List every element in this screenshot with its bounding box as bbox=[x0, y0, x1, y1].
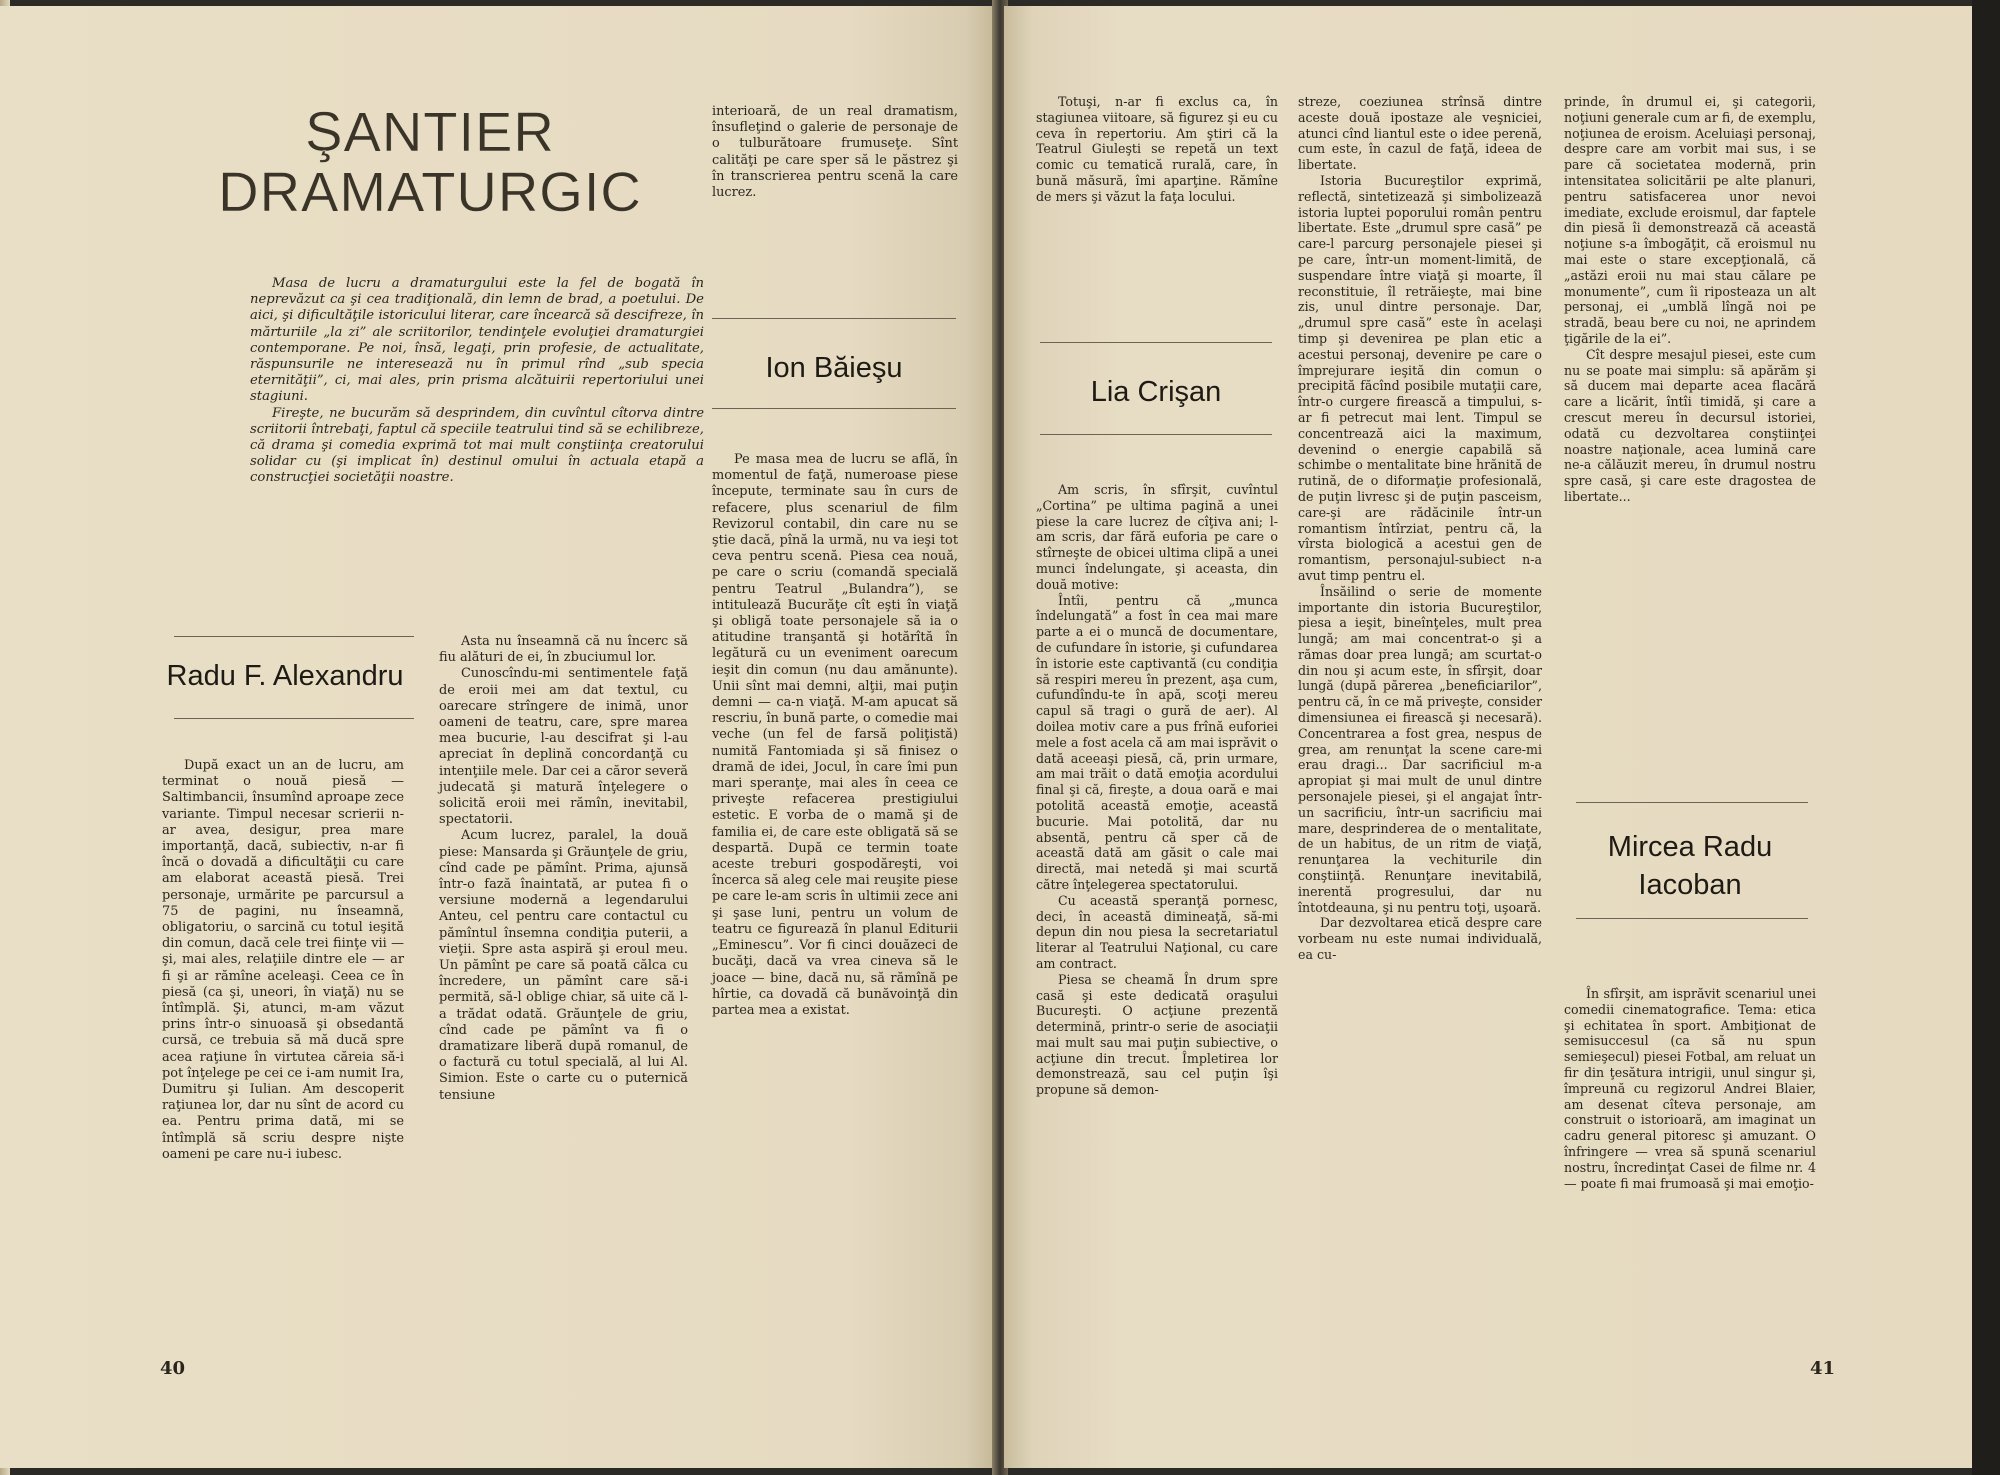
article-column bbox=[1036, 94, 1278, 205]
author-name: Ion Băieşu bbox=[765, 352, 903, 384]
intro-paragraph: Masa de lucru a dramaturgului este la fel de bogată în neprevăzut ca şi cea tradiţională, din lemn de brad, a poetului. De aici, şi dificultăţile istoricului literar, care încearcă să descifreze, în mărturiile „la zi” ale scriitorilor, tendinţele evoluţiei dramaturgiei contemporane. Pe noi, însă, legaţi, prin profesie, de actualitate, răspunsurile ne interesează nu în primul rînd „sub specia eternităţii”, ci, mai ales, prin prisma alcătuirii repertoriului unei stagiuni. bbox=[250, 276, 704, 405]
paragraph: Piesa se cheamă În drum spre casă şi este dedicată oraşului Bucureşti. O acţiune prezentă determină, printr-o serie de asociaţii mai mult sau mai puţin subiective, o acţiune din trecut. Împletirea lor demonstrează, sau cel puţin îşi propune să demon- bbox=[1036, 971, 1278, 1098]
author-name-line2: Iacoban bbox=[1638, 869, 1742, 901]
paragraph: Cunoscîndu-mi sentimentele faţă de eroii mei am dat textul, cu oarecare strîngere de inimă, unor oameni de teatru, care, spre marea mea bucurie, l-au descifrat şi l-au apreciat în deplină concordanţă cu intenţiile mele. Dar cei a căror severă judecată şi matură înţelegere o solicită eroii mei rămîn, inevitabil, spectatorii. bbox=[439, 666, 688, 828]
article-column bbox=[712, 104, 958, 201]
author-rule bbox=[174, 718, 414, 719]
author-name: Radu F. Alexandru bbox=[166, 660, 404, 692]
page-number: 40 bbox=[160, 1358, 186, 1379]
author-name bbox=[1564, 828, 1816, 904]
paragraph: Pe masa mea de lucru se află, în momentul de faţă, numeroase piese începute, terminate sau în curs de refacere, plus scenariul de film Revizorul contabil, din care nu se ştie dacă, pînă la urmă, nu va ieşi tot ceva pentru scenă. Piesa cea nouă, pe care o scriu (comandă specială pentru Teatrul „Bulandra”), se intitulează Bucurăţe cît eşti în viaţă şi obligă toate personajele să ia o atitudine tranşantă şi hotărîtă în legătură cu un eveniment oarecum ieşit din comun (nu dau amănunte). Unii sînt mai demni, alţii, mai puţin demni — ca-n viaţă. M-am apucat să rescriu, în bună parte, o comedie mai veche (un fel de farsă poliţistă) numită Fantomiada şi să finisez o dramă de idei, Jocul, în care îmi pun mari speranţe, mai ales în ceea ce priveşte refacerea prestigiului estetic. E vorba de o mamă şi de familia ei, de care este obligată să se despartă. După ce termin toate aceste treburi gospodăreşti, voi încerca să aleg cele mai reuşite piese pe care le-am scris în ultimii zece ani şi şase luni, pentru un volum de teatru ce figurează în planul Editurii „Eminescu”. Vor fi cinci douăzeci de bucăţi, dacă va vrea cineva să le joace — bine, dacă nu, să rămînă pe hîrtie, ca dovadă că bunăvoinţă din partea mea a existat. bbox=[712, 452, 958, 1018]
article-column bbox=[1298, 94, 1542, 963]
article-column bbox=[1564, 986, 1816, 1191]
article-column bbox=[712, 452, 958, 1019]
paragraph: Însăilind o serie de momente importante din istoria Bucureştilor, piesa a ieşit, bineînţeles, mult prea lungă; am mai concentrat-o şi a rămas doar prea lungă; am scurtat-o din nou şi acum este, în sfîrşit, doar lungă (după părerea „beneficiarilor”, pentru că, în ce mă priveşte, consider dimensiunea ei firească şi necesară). Concentrarea a fost grea, nespus de grea, am renunţat la scene care-mi erau dragi... Dar sacrificiul m-a apropiat şi mai mult de unul dintre personajele piesei, şi el angajat într-un sacrificiu, într-un sacrificiu mai mare, desprinderea de o mentalitate, de un habitus, de un ritm de viaţă, renunţarea la vechiturile din conştiinţă. Renunţare inevitabilă, inerentă progresului, dar nu întotdeauna, şi nu pentru toţi, uşoară. bbox=[1298, 583, 1542, 915]
author-rule bbox=[1576, 802, 1808, 803]
author-name-line1: Mircea Radu bbox=[1607, 831, 1773, 863]
article-column bbox=[1564, 94, 1816, 505]
paragraph: Acum lucrez, paralel, la două piese: Mansarda şi Grăunţele de griu, cînd cade pe pămînt. Prima, ajunsă într-o fază înaintată, ar putea fi o versiune modernă a legendarului Anteu, cel pentru care contactul cu pămîntul însemna condiţia puterii, a vieţii. Spre asta aspiră şi eroul meu. Un pămînt pe care să poată călca cu încredere, un pămînt care să-i permită, să-l oblige chiar, să uite că l-a trădat odată. Grăunţele de griu, cînd cade pe pămînt va fi o dramatizare liberă după romanul, de o factură cu totul specială, al lui Al. Simion. Este o carte cu o puternică tensiune bbox=[439, 828, 688, 1103]
paragraph: Cît despre mesajul piesei, este cum nu se poate mai simplu: să apărăm şi să ducem mai departe acea flacără care a licărit, întîi timidă, şi care a crescut mereu în decursul istoriei, odată cu dezvoltarea conştiinţei noastre naţionale, acea lumină care ne-a călăuzit mereu, în drumul nostru spre casă, şi care este dragostea de libertate... bbox=[1564, 346, 1816, 504]
author-rule bbox=[174, 636, 414, 637]
author-rule bbox=[1576, 918, 1808, 919]
author-rule bbox=[1040, 434, 1272, 435]
author-rule bbox=[1040, 342, 1272, 343]
author-rule bbox=[712, 318, 956, 319]
article-title-line1: ŞANTIER bbox=[305, 100, 555, 163]
article-column bbox=[1036, 482, 1278, 1098]
paragraph: interioară, de un real dramatism, însufleţind o galerie de personaje de o tulburătoare frumuseţe. Sînt calităţi pe care sper să le păstrez şi în transcrierea pentru scenă la care lucrez. bbox=[712, 104, 958, 201]
book-edge-right bbox=[1972, 0, 2000, 1475]
article-column bbox=[439, 634, 688, 1104]
left-page bbox=[0, 6, 996, 1468]
paragraph: Dar dezvoltarea etică despre care vorbeam nu este numai individuală, ea cu- bbox=[1298, 915, 1542, 963]
paragraph: Întîi, pentru că „munca îndelungată” a fost în cea mai mare parte a ei o muncă de documentare, de cufundare în istorie, şi cufundarea în istorie este captivantă (cu condiţia să respiri mereu în prezent, aşa cum, cufundîndu-te în apă, scoţi mereu capul să tragi o gură de aer). Al doilea motiv care a pus frînă euforiei mele a fost acela că am mai isprăvit o dată aceeaşi piesă, că, prin urmare, am mai trăit o dată emoţia acordului final şi că, fireşte, a doua oară e mai potolită această emoţie, această bucurie. Mai potolită, dar nu absentă, pentru că sper că de această dată am găsit o cale mai directă, mai netedă şi mai scurtă către înţelegerea spectatorului. bbox=[1036, 592, 1278, 892]
intro-text bbox=[250, 276, 704, 487]
author-name: Lia Crişan bbox=[1090, 376, 1222, 408]
article-title bbox=[210, 102, 650, 222]
right-page bbox=[1004, 6, 1972, 1468]
paragraph: streze, coeziunea strînsă dintre aceste două ipostaze ale veşniciei, atunci cînd liantul este o idee perenă, cum este, în cazul de faţă, ideea de libertate. bbox=[1298, 94, 1542, 173]
article-column bbox=[162, 758, 404, 1163]
paragraph: Totuşi, n-ar fi exclus ca, în stagiunea viitoare, să figurez şi eu cu ceva în repertoriu. Am ştiri că la Teatrul Giuleşti se repetă un text comic cu tematică rurală, care, în bună măsură, îmi aparţine. Rămîne de mers şi văzut la faţa locului. bbox=[1036, 94, 1278, 204]
paragraph: prinde, în drumul ei, şi categorii, noţiuni generale cum ar fi, de exemplu, noţiunea de eroism. Aceluiaşi personaj, despre care am vorbit mai sus, i se pare că societatea modernă, prin intensitatea solicitării pe alte planuri, pentru satisfacerea unor nevoi imediate, exclude eroismul, dar faptele din piesă îi demonstrează că această noţiune s-a îmbogăţit, că eroismul nu mai este o stare excepţională, că „astăzi eroii nu mai stau călare pe monumente”, cum îi riposteaza un alt personaj, ei „umblă lîngă noi pe stradă, beau bere cu noi, ne aprindem ţigările de la ei”. bbox=[1564, 94, 1816, 346]
article-title-line2: DRAMATURGIC bbox=[218, 160, 642, 223]
page-number: 41 bbox=[1810, 1358, 1836, 1379]
paragraph: Am scris, în sfîrşit, cuvîntul „Cortina” pe ultima pagină a unei piese la care lucrez de cîţiva ani; l-am scris, dar fără euforia pe care o stîrneşte de obicei ultima clipă a unei munci îndelungate, şi aceasta, din două motive: bbox=[1036, 482, 1278, 592]
paragraph: După exact un an de lucru, am terminat o nouă piesă — Saltimbancii, însumînd aproape zece variante. Timpul necesar scrierii n-ar avea, desigur, prea mare importanţă, dacă, subiectiv, n-ar fi încă o dovadă a dificultăţii cu care am elaborat această piesă. Trei personaje, urmărite pe parcursul a 75 de pagini, nu înseamnă, obligatoriu, o sarcină cu totul ieşită din comun, dacă cele trei fiinţe vii — şi, mai ales, relaţiile dintre ele — ar fi şi ar rămîne aceleaşi. Ceea ce în piesă (ca şi, uneori, în viaţă) nu se întîmplă. Şi, atunci, m-am văzut prins într-o sinuoasă şi obsedantă cursă, ce trebuia să mă ducă spre acea raţiune în virtutea căreia să-i pot înţelege pe cei ce i-am numit Ira, Dumitru şi Iulian. Am descoperit raţiunea lor, dar nu sînt de acord cu ea. Pentru prima dată, mi se întîmplă să scriu despre nişte oameni pe care nu-i iubesc. bbox=[162, 758, 404, 1162]
paragraph: Asta nu înseamnă că nu încerc să fiu alături de ei, în zbuciumul lor. bbox=[439, 634, 688, 666]
paragraph: În sfîrşit, am isprăvit scenariul unei comedii cinematografice. Tema: etica şi echitatea în sport. Ambiţionat de semisuccesul (ca să nu spun semieşecul) piesei Fotbal, am reluat un fir din ţesătura intrigii, unul singur şi, împreună cu regizorul Andrei Blaier, am desenat cîteva personaje, am construit o istorioară, am imaginat un cadru general pitoresc şi amuzant. O înfringere — vrea să spună scenariul nostru, încredinţat Casei de filme nr. 4 — poate fi mai frumoasă şi mai emoţio- bbox=[1564, 986, 1816, 1191]
paragraph: Istoria Bucureştilor exprimă, reflectă, sintetizează şi simbolizează istoria luptei poporului român pentru libertate. Este „drumul spre casă” pe care-l parcurg personajele piesei şi pe care, într-un moment-limită, de suspendare între viaţă şi moarte, îl reconstituie, îl retrăieşte, mai bine zis, unul dintre personaje. Dar, „drumul spre casă” este în acelaşi timp şi devenirea pe plan etic a acestui personaj, devenire pe care o împrejurare ieşită din comun o precipită făcînd posibile mutaţii care, într-o curgere firească a timpului, s-ar fi petrecut mai lent. Timpul se concentrează aici la maximum, devenind o energie capabilă să schimbe o mentalitate bine hrănită de rutină, de o diformaţie profesională, de puţin livresc şi de puţin pasceism, care-şi are rădăcinile într-un romantism întîrziat, pentru că, la vîrsta biologică a acestui gen de romantism, personajul-subiect n-a avut timp pentru el. bbox=[1298, 172, 1542, 583]
paragraph: Cu această speranţă pornesc, deci, în această dimineaţă, să-mi depun din nou piesa la secretariatul literar al Teatrului Naţional, cu care am contract. bbox=[1036, 892, 1278, 971]
author-rule bbox=[712, 408, 956, 409]
intro-paragraph: Fireşte, ne bucurăm să desprindem, din cuvîntul cîtorva dintre scriitorii întrebaţi, faptul că speciile teatrului tind să se echilibreze, că drama şi comedia exprimă tot mai mult conştiinţa creatorului solidar cu (şi implicat în) destinul omului în actuala etapă a construcţiei societăţii noastre. bbox=[250, 405, 704, 486]
